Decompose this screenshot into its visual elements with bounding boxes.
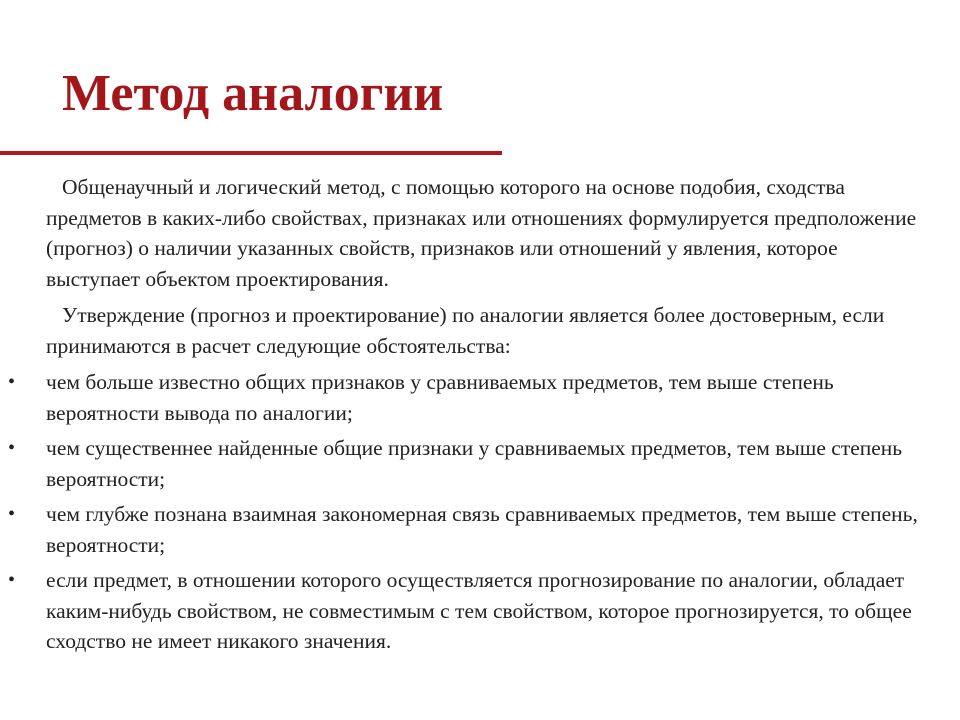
list-item xyxy=(0,367,940,428)
list-item-text: если предмет, в отношении которого осуществляется прогнозирование по аналогии, обладает каким-нибудь свойством, не совместимым с тем свойством, которое прогнозируется, то общее сходство не имеет никакого значения. xyxy=(46,568,912,653)
list-item xyxy=(0,565,940,657)
bullet-icon: • xyxy=(8,503,16,525)
list-item xyxy=(0,433,940,494)
bullet-icon: • xyxy=(8,437,16,459)
slide-title: Метод аналогии xyxy=(62,65,444,122)
conditions-intro-paragraph: Утверждение (прогноз и проектирование) по аналогии является более достоверным, если принимаются в расчет следующие обстоятельства: xyxy=(46,303,885,358)
list-item-text: чем существеннее найденные общие признаки у сравниваемых предметов, тем выше степень вероятности; xyxy=(46,436,903,491)
list-item-text: чем глубже познана взаимная закономерная связь сравниваемых предметов, тем выше степень, вероятности; xyxy=(46,502,918,557)
bullet-icon: • xyxy=(8,569,16,591)
definition-paragraph: Общенаучный и логический метод, с помощью которого на основе подобия, сходства предметов в каких-либо свойствах, признаках или отношениях формулируется предположение (прогноз) о наличии указанных свойств, признаков или отношений у явления, которое выступает объектом проектирования. xyxy=(46,175,917,291)
list-item-text: чем больше известно общих признаков у сравниваемых предметов, тем выше степень вероятности вывода по аналогии; xyxy=(46,370,834,425)
conditions-list xyxy=(0,367,940,657)
slide-body xyxy=(0,172,940,662)
list-item xyxy=(0,499,940,560)
title-underline xyxy=(0,151,502,155)
bullet-icon: • xyxy=(8,371,16,393)
